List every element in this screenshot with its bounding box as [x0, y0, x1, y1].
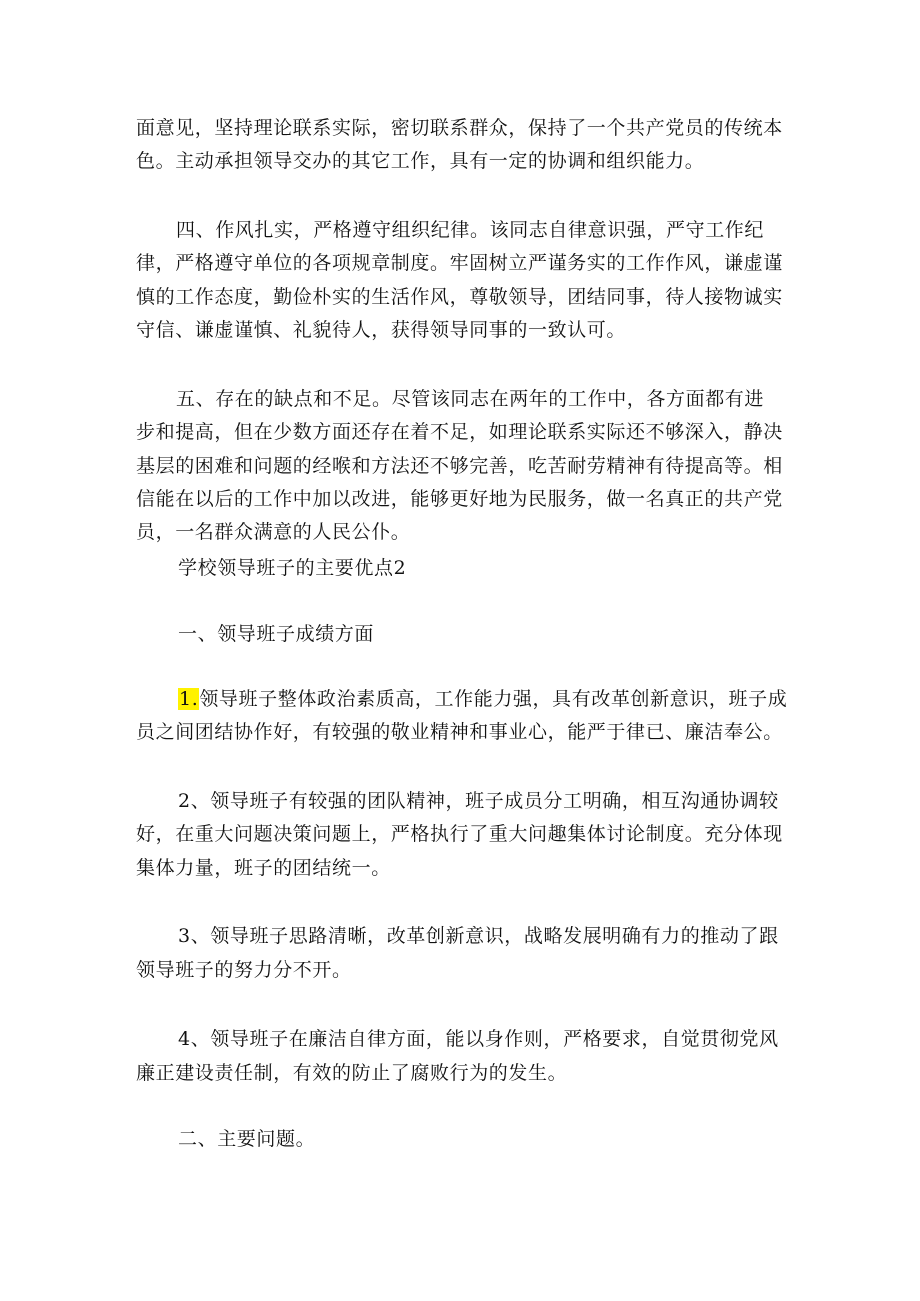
list-item-line: 员之间团结协作好，有较强的敬业精神和事业心，能严于律已、廉洁奉公。 — [136, 721, 783, 743]
section-heading: 二、主要问题。 — [178, 1128, 316, 1150]
paragraph-line: 四、作风扎实，严格遵守组织纪律。该同志自律意识强，严守工作纪 — [176, 219, 765, 241]
list-item-line: 领导班子的努力分不开。 — [136, 959, 352, 981]
list-item-line: 好，在重大问题决策问题上，严格执行了重大问趣集体讨论制度。充分体现 — [136, 823, 783, 845]
paragraph-line: 守信、谦虚谨慎、礼貌待人，获得领导同事的一致认可。 — [136, 319, 627, 341]
paragraph-line: 员，一名群众满意的人民公仆。 — [136, 521, 411, 543]
list-item-line: 3、领导班子思路清晰，改革创新意识，战略发展明确有力的推动了跟 — [178, 925, 779, 947]
list-item-line: 廉正建设责任制，有效的防止了腐败行为的发生。 — [136, 1062, 568, 1084]
list-item-line: 2、领导班子有较强的团队精神，班子成员分工明确，相互沟通协调较 — [178, 790, 779, 812]
paragraph-line: 色。主动承担领导交办的其它工作，具有一定的协调和组织能力。 — [136, 150, 705, 172]
paragraph-line: 律，严格遵守单位的各项规章制度。牢固树立严谨务实的工作作风，谦虚谨 — [136, 252, 783, 274]
list-item-line: 4、领导班子在廉洁自律方面，能以身作则，严格要求，自觉贯彻党风 — [178, 1028, 779, 1050]
paragraph-line: 面意见，坚持理论联系实际，密切联系群众，保持了一个共产党员的传统本 — [136, 117, 783, 139]
list-item-line — [178, 687, 787, 711]
list-item-text: 领导班子整体政治素质高，工作能力强，具有改革创新意识，班子成 — [199, 688, 788, 710]
paragraph-line: 步和提高，但在少数方面还存在着不足，如理论联系实际还不够深入，静决 — [136, 421, 783, 443]
subtitle: 学校领导班子的主要优点2 — [178, 557, 407, 579]
paragraph-line: 五、存在的缺点和不足。尽管该同志在两年的工作中，各方面都有进 — [176, 388, 765, 410]
highlighted-number: 1. — [179, 688, 199, 710]
paragraph-line: 慎的工作态度，勤俭朴实的生活作风，尊敬领导，团结同事，待人接物诚实 — [136, 286, 783, 308]
list-item-line: 集体力量，班子的团结统一。 — [136, 857, 391, 879]
paragraph-line: 基层的困难和问题的经喉和方法还不够完善，吃苦耐劳精神有待提高等。相 — [136, 455, 783, 477]
section-heading: 一、领导班子成绩方面 — [178, 623, 375, 645]
paragraph-line: 信能在以后的工作中加以改进，能够更好地为民服务，做一名真正的共产党 — [136, 488, 783, 510]
